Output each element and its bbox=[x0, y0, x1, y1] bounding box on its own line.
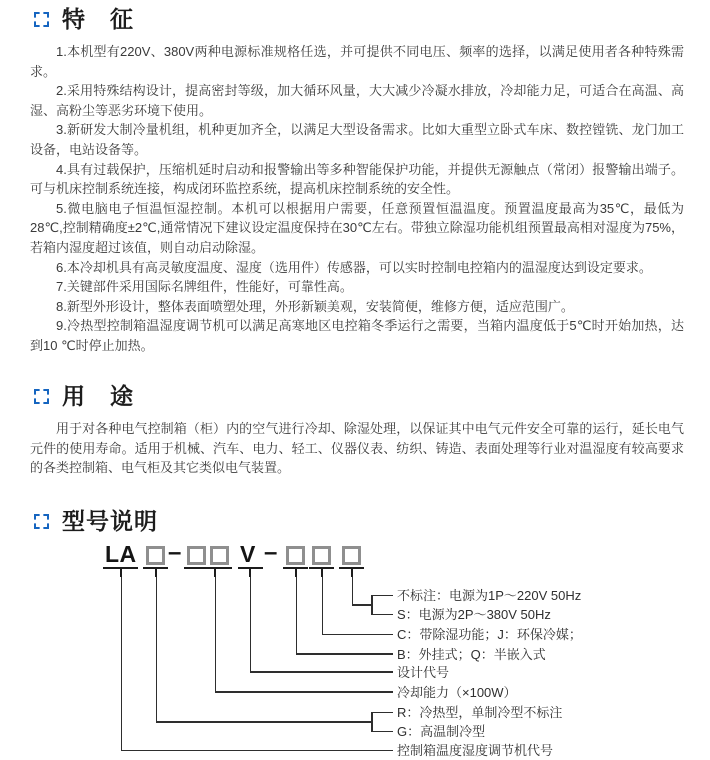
fork-bracket bbox=[371, 712, 393, 714]
leader-line bbox=[322, 577, 324, 635]
leader-line bbox=[156, 577, 158, 723]
section-features bbox=[30, 6, 684, 356]
features-heading bbox=[34, 6, 684, 32]
dashed-square-marker-icon bbox=[34, 514, 49, 529]
code-tick bbox=[295, 569, 297, 577]
leader-line bbox=[215, 577, 217, 693]
feature-item: 7.关键部件采用国际名牌组件，性能好，可靠性高。 bbox=[56, 279, 353, 295]
feature-item: 2.采用特殊结构设计，提高密封等级，加大循环风量，大大减少冷凝水排放，冷却能力足，可适合在高温、高湿、高粉尘等恶劣环境下使用。 bbox=[30, 83, 684, 118]
label-product-code: 控制箱温度湿度调节机代号 bbox=[397, 743, 554, 758]
section-model bbox=[30, 508, 684, 544]
model-code-dash: – bbox=[264, 539, 278, 566]
dashed-square-marker-icon bbox=[34, 389, 49, 404]
leader-line bbox=[215, 691, 393, 693]
label-high-temp-type: G：高温制冷型 bbox=[397, 724, 486, 739]
feature-item: 3.新研发大制冷量机组，机种更加齐全，以满足大型设备需求。比如大重型立卧式车床、数控镗铣、龙门加工设备，电站设备等。 bbox=[30, 122, 684, 157]
label-power-s: S：电源为2P～380V 50Hz bbox=[397, 607, 551, 622]
fork-bracket bbox=[371, 595, 373, 616]
code-tick bbox=[351, 569, 353, 577]
usage-title: 用 途 bbox=[62, 383, 134, 409]
leader-line bbox=[296, 653, 393, 655]
model-heading bbox=[34, 508, 684, 534]
label-dehumidify-refrigerant: C：带除湿功能；J：环保冷媒； bbox=[397, 627, 582, 642]
feature-item: 4.具有过载保护，压缩机延时启动和报警输出等多种智能保护功能，并提供无源触点（常闭）报警输出端子。可与机床控制系统连接，构成闭环监控系统，提高机床控制系统的安全性。 bbox=[30, 161, 684, 197]
model-code-box-capacity-1 bbox=[187, 546, 206, 565]
label-mount-type: B：外挂式；Q：半嵌入式 bbox=[397, 647, 546, 662]
leader-line bbox=[156, 721, 372, 723]
code-tick bbox=[249, 569, 251, 577]
model-code-box-mount bbox=[286, 546, 305, 565]
leader-line bbox=[352, 604, 373, 606]
model-code-box-capacity-2 bbox=[210, 546, 229, 565]
leader-line bbox=[322, 634, 393, 636]
fork-bracket bbox=[371, 731, 393, 733]
code-underline bbox=[184, 567, 232, 569]
code-tick bbox=[321, 569, 323, 577]
model-code-prefix: LA bbox=[105, 541, 137, 567]
leader-line bbox=[352, 577, 354, 606]
model-code-box-type bbox=[146, 546, 165, 565]
usage-heading bbox=[34, 383, 684, 409]
fork-bracket bbox=[371, 712, 373, 733]
label-power-default: 不标注：电源为1P～220V 50Hz bbox=[397, 588, 582, 603]
label-cool-heat-type: R：冷热型，单制冷型不标注 bbox=[397, 705, 563, 720]
leader-line bbox=[121, 577, 123, 751]
leader-line bbox=[250, 577, 252, 673]
fork-bracket bbox=[371, 614, 393, 616]
model-code-dash: – bbox=[168, 539, 182, 566]
features-title: 特 征 bbox=[62, 6, 134, 32]
model-code-letter-v: V bbox=[240, 541, 256, 567]
model-title: 型号说明 bbox=[62, 508, 158, 534]
model-code-box-function bbox=[312, 546, 331, 565]
label-design-code: 设计代号 bbox=[397, 665, 450, 680]
feature-item: 1.本机型有220V、380V两种电源标准规格任选，并可提供不同电压、频率的选择，以满足使用者各种特殊需求。 bbox=[30, 44, 684, 79]
feature-item: 5.微电脑电子恒温恒湿控制。本机可以根据用户需要，任意预置恒温温度。预置温度最高为35℃，最低为28℃,控制精确度±2℃,通常情况下建议设定温度保持在30℃左右。带独立除湿功能机组预置最高相对湿度为75%，若箱内湿度超过该值，则自动启动除湿。 bbox=[30, 200, 684, 255]
code-tick bbox=[155, 569, 157, 577]
feature-item: 8.新型外形设计，整体表面喷塑处理，外形新颖美观，安装简便，维修方便，适应范围广。 bbox=[56, 298, 574, 314]
code-tick bbox=[214, 569, 216, 577]
leader-line bbox=[250, 671, 393, 673]
dashed-square-marker-icon bbox=[34, 12, 49, 27]
fork-bracket bbox=[371, 595, 393, 597]
model-code-box-power bbox=[342, 546, 361, 565]
feature-item: 9.冷热型控制箱温湿度调节机可以满足高寒地区电控箱冬季运行之需要，当箱内温度低于5℃时开始加热，达到10 ℃时停止加热。 bbox=[30, 318, 684, 353]
code-tick bbox=[120, 569, 122, 577]
feature-item: 6.本冷却机具有高灵敏度温度、湿度（选用件）传感器，可以实时控制电控箱内的温湿度达到设定要求。 bbox=[56, 259, 652, 275]
usage-paragraph: 用于对各种电气控制箱（柜）内的空气进行冷却、除湿处理，以保证其中电气元件安全可靠的运行，延长电气元件的使用寿命。适用于机械、汽车、电力、轻工、仪器仪表、纺织、铸造、表面处理等行业对温湿度有较高要求的各类控制箱、电气柜及其它类似电气装置。 bbox=[30, 421, 684, 476]
section-usage bbox=[30, 383, 684, 478]
label-cooling-capacity: 冷却能力（×100W） bbox=[397, 685, 517, 700]
leader-line bbox=[296, 577, 298, 655]
leader-line bbox=[121, 750, 393, 752]
